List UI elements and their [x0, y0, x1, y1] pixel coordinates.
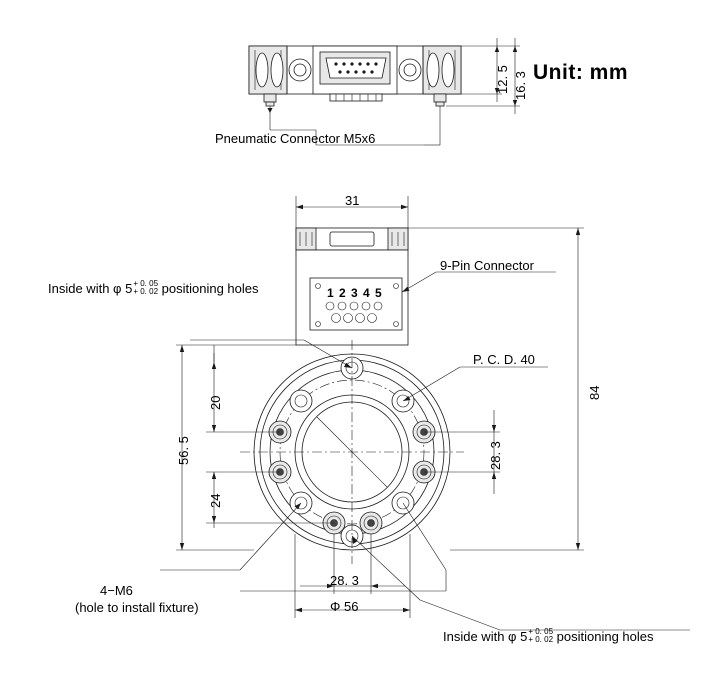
tolerance-upper-bottom: + 0. 05 [528, 627, 554, 636]
tolerance-stack-left [133, 280, 158, 297]
callout-9-pin-connector: 9-Pin Connector [440, 258, 534, 273]
dim-bottom-28-3: 28. 3 [330, 573, 359, 588]
tolerance-stack-bottom [528, 628, 553, 645]
front-view-geometry [240, 228, 464, 564]
tolerance-lower-bottom: + 0. 02 [528, 635, 554, 645]
dim-left-56-5: 56. 5 [176, 436, 191, 465]
pin-number-1: 1 [327, 286, 334, 300]
callout-positioning-left-post: positioning holes [161, 280, 259, 296]
tolerance-upper-left: + 0. 05 [133, 279, 159, 288]
dim-overall-84: 84 [587, 385, 602, 400]
callout-fixture-hole: (hole to install fixture) [75, 600, 199, 615]
dim-width-31: 31 [345, 193, 360, 208]
callout-4-m6: 4−M6 [100, 583, 133, 598]
pin-number-4: 4 [363, 286, 370, 300]
tolerance-lower-left: + 0. 02 [133, 287, 159, 297]
callout-positioning-holes-left [48, 281, 259, 298]
callout-positioning-bottom-post: positioning holes [556, 628, 654, 644]
callout-positioning-bottom-pre: Inside with [443, 628, 505, 644]
dim-top-outer-height: 16. 3 [513, 71, 528, 100]
pin-number-5: 5 [375, 286, 382, 300]
callout-positioning-left-pre: Inside with [48, 280, 110, 296]
callout-pcd-40: P. C. D. 40 [473, 352, 535, 367]
top-view-geometry [249, 46, 461, 106]
dim-left-20: 20 [208, 395, 223, 410]
callout-positioning-left-symbol: φ 5 [113, 280, 133, 296]
callout-positioning-holes-bottom [443, 629, 654, 646]
callout-pneumatic-connector: Pneumatic Connector M5x6 [215, 131, 376, 146]
pin-number-3: 3 [351, 286, 358, 300]
pin-number-2: 2 [339, 286, 346, 300]
dim-left-24: 24 [208, 493, 223, 508]
callout-positioning-bottom-symbol: φ 5 [508, 628, 528, 644]
dim-bottom-diameter-56: Φ 56 [330, 599, 359, 614]
dim-right-28-3: 28. 3 [488, 441, 503, 470]
unit-label: Unit: mm [533, 61, 628, 84]
dim-top-inner-height: 12. 5 [495, 65, 510, 94]
